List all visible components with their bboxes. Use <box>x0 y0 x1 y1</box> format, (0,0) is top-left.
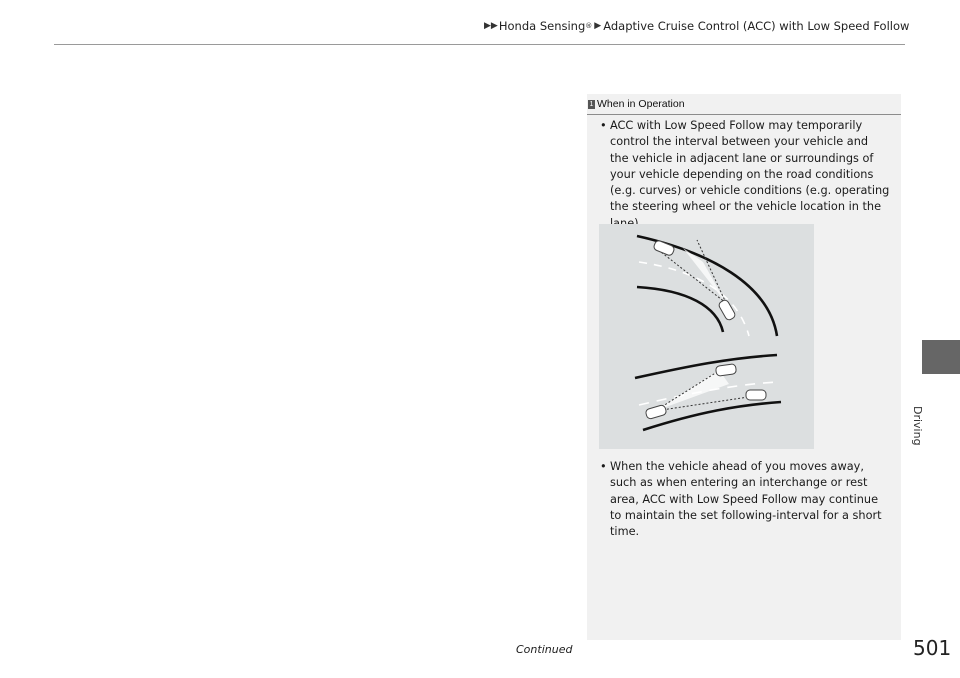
header-title[interactable]: Adaptive Cruise Control (ACC) with Low Speed Follow <box>603 19 910 33</box>
note-bullet-2-text: When the vehicle ahead of you moves away, such as when entering an interchange or rest area, ACC with Low Speed Follow may continue to maintain the set following-interval for a short time. <box>610 460 882 539</box>
running-header <box>484 19 910 33</box>
bullet-glyph: • <box>600 460 607 473</box>
note-bullet-2 <box>600 459 890 540</box>
acc-illustration-svg <box>599 224 814 449</box>
note-heading <box>588 98 685 110</box>
car-ahead <box>715 364 736 377</box>
car-ahead <box>653 240 675 257</box>
header-section[interactable]: Honda Sensing <box>498 19 586 33</box>
registered-mark: ® <box>585 22 593 30</box>
note-bullet-1-text: ACC with Low Speed Follow may temporarily control the interval between your vehicle and the vehicle in adjacent lane or surroundings of your vehicle depending on the road conditions (e.g. curves) or vehicle conditions (e.g. operating the steering wheel or the vehicle location in the <box>610 119 890 214</box>
chapter-tab[interactable] <box>922 340 960 374</box>
chapter-label: Driving <box>911 406 924 446</box>
page-number: 501 <box>913 636 952 660</box>
continued-label: Continued <box>516 643 573 656</box>
road-edge-upper <box>635 355 777 378</box>
arrow-right-icon: ▶▶ <box>484 21 498 31</box>
note-badge: 1 <box>589 100 594 108</box>
car-adjacent <box>746 390 766 400</box>
note-title: When in Operation <box>597 98 685 110</box>
arrow-right-icon: ▶ <box>594 21 602 31</box>
sensor-line <box>697 240 726 303</box>
header-divider <box>54 44 905 45</box>
acc-illustration <box>599 224 814 449</box>
note-bullet-1 <box>600 118 890 232</box>
own-car <box>718 299 737 321</box>
sensor-beam <box>655 370 729 411</box>
note-divider <box>587 114 901 115</box>
road-edge-inner <box>637 287 723 332</box>
own-car <box>645 404 667 419</box>
bullet-glyph: • <box>600 119 607 132</box>
